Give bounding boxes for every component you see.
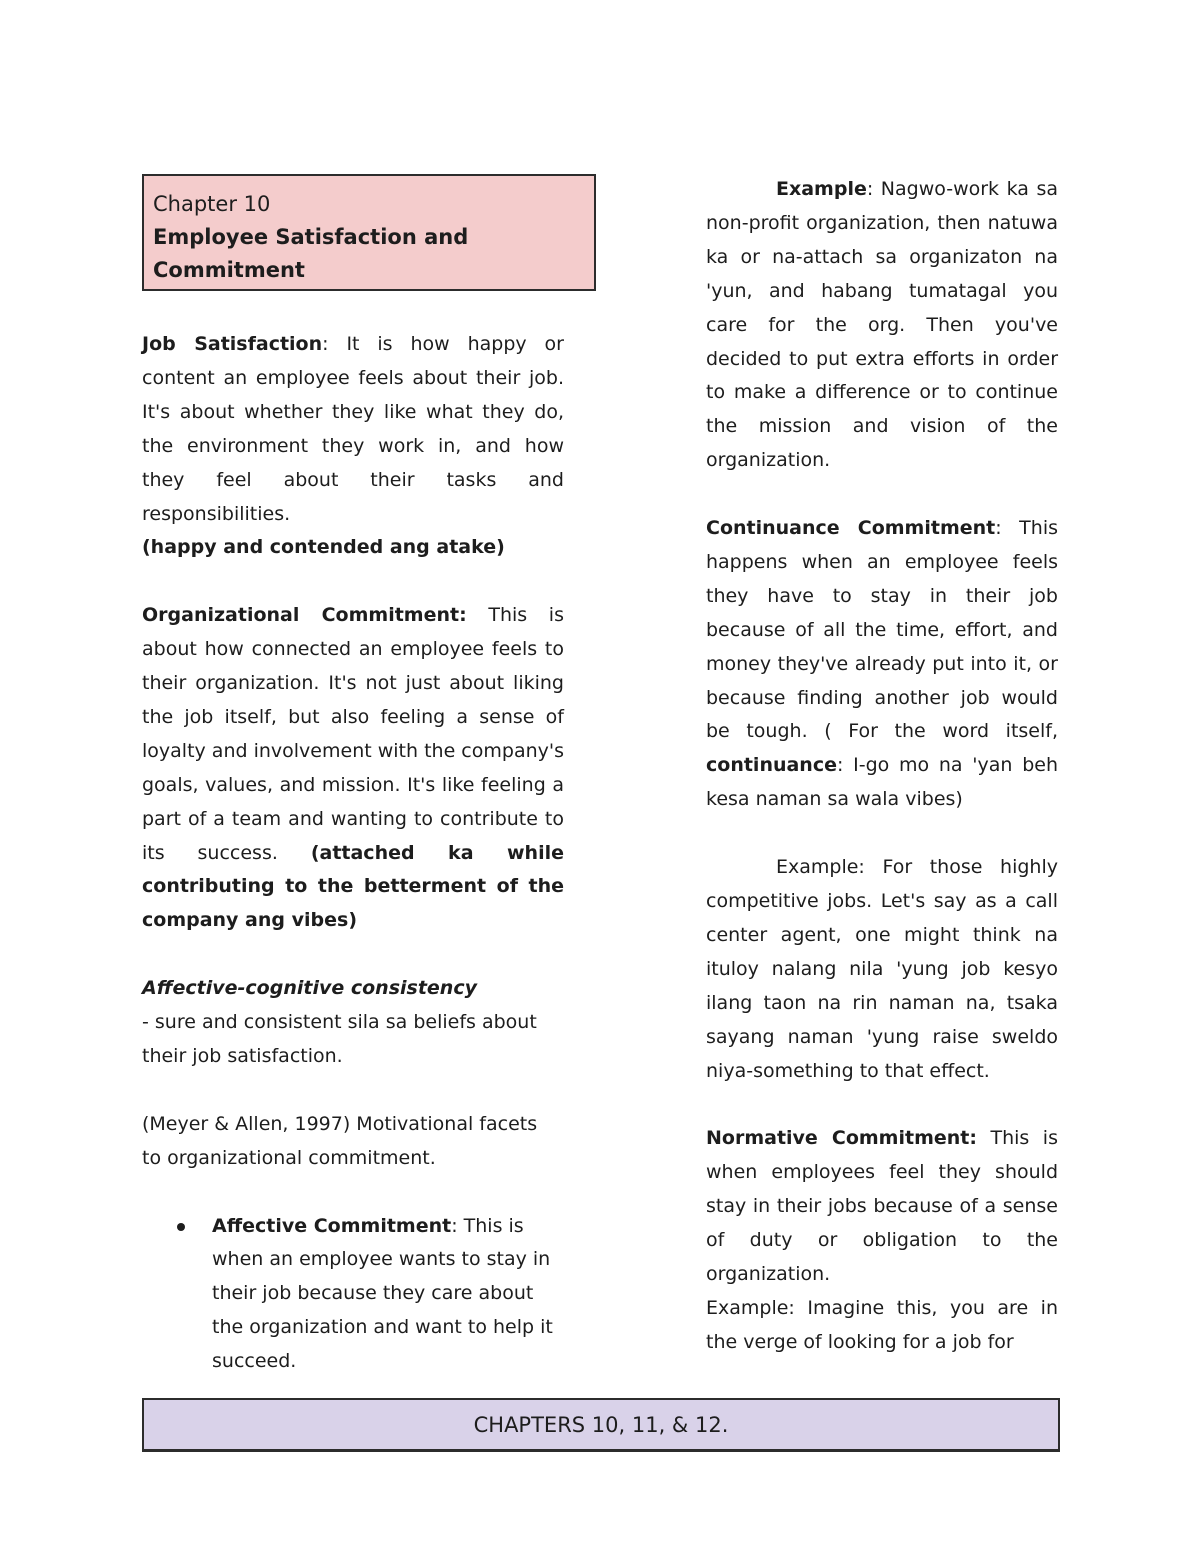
meyer-allen-line2: to organizational commitment. (142, 1146, 436, 1169)
normative-text: This is when employees feel they should stay in their jobs because of a sense of duty or obligation to the organization. (706, 1127, 1058, 1285)
org-commitment-paragraph (142, 599, 564, 938)
affective-commitment-term: Affective Commitment (212, 1214, 452, 1237)
job-satisfaction-term: Job Satisfaction (142, 333, 323, 355)
affective-cognitive-heading: Affective-cognitive consistency (142, 977, 477, 1000)
job-satisfaction-paragraph (142, 328, 564, 531)
right-column (706, 173, 1058, 1360)
affective-example-label: Example (776, 178, 867, 200)
chapter-title-line1: Employee Satisfaction and (153, 225, 469, 249)
continuance-paragraph (706, 512, 1058, 817)
chapter-title-line2: Commitment (153, 258, 305, 282)
continuance-word: continuance (706, 754, 837, 777)
continuance-text: : This happens when an employee feels they have to stay in their job because of all the time, effort, and money they've already put into it, or because finding another job would be tough. ( For the word itself, (706, 517, 1058, 743)
list-item (142, 1210, 564, 1380)
bullet-icon (177, 1223, 185, 1231)
job-satisfaction-text: : It is how happy or content an employee feels about their job. It's about whether they like what they do, the environment they work in, and how they feel about their tasks and responsibilities. (142, 333, 564, 525)
affective-commitment-text: : This is when an employee wants to stay in their job because they care about the organization and want to help it succeed. (212, 1214, 553, 1373)
footer-label: CHAPTERS 10, 11, & 12. (473, 1412, 729, 1437)
chapter-label: Chapter 10 (153, 192, 271, 216)
continuance-example: Example: For those highly competitive jobs. Let's say as a call center agent, one might think na ituloy nalang nila 'yung job kesyo ilang taon na rin naman na, tsaka sayang naman 'yung raise sweldo niya-something to that effect. (706, 856, 1058, 1082)
normative-example: Example: Imagine this, you are in the verge of looking for a job for (706, 1296, 1058, 1353)
affective-example-text: : Nagwo-work ka sa non-profit organization, then natuwa ka or na-attach sa organizaton na 'yun, and habang tumatagal you care for the org. Then you've decided to put extra efforts in order to make a difference or to continue the mission and vision of the organization. (706, 178, 1058, 472)
normative-paragraph (706, 1122, 1058, 1292)
footer-banner (142, 1398, 1060, 1452)
commitment-list (142, 1210, 564, 1380)
left-column (142, 328, 564, 1379)
job-satisfaction-note: (happy and contended ang atake) (142, 536, 505, 559)
chapter-heading-box (142, 174, 596, 291)
normative-term: Normative Commitment: (706, 1127, 977, 1150)
org-commitment-text: This is about how connected an employee feels to their organization. It's not just about liking the job itself, but also feeling a sense of loyalty and involvement with the company's goals, values, and mission. It's like feeling a part of a team and wanting to contribute to its success. (142, 604, 564, 864)
org-commitment-note: (attached ka while contributing to the betterment of the company ang vibes) (142, 841, 564, 932)
continuance-term: Continuance Commitment (706, 517, 996, 540)
affective-cognitive-text: - sure and consistent sila sa beliefs about their job satisfaction. (142, 1011, 537, 1067)
continuance-word-text: : I-go mo na 'yan beh kesa naman sa wala vibes) (706, 754, 1058, 811)
affective-example-paragraph (706, 173, 1058, 478)
meyer-allen-line1: (Meyer & Allen, 1997) Motivational facets (142, 1112, 538, 1135)
org-commitment-term: Organizational Commitment: (142, 604, 467, 627)
